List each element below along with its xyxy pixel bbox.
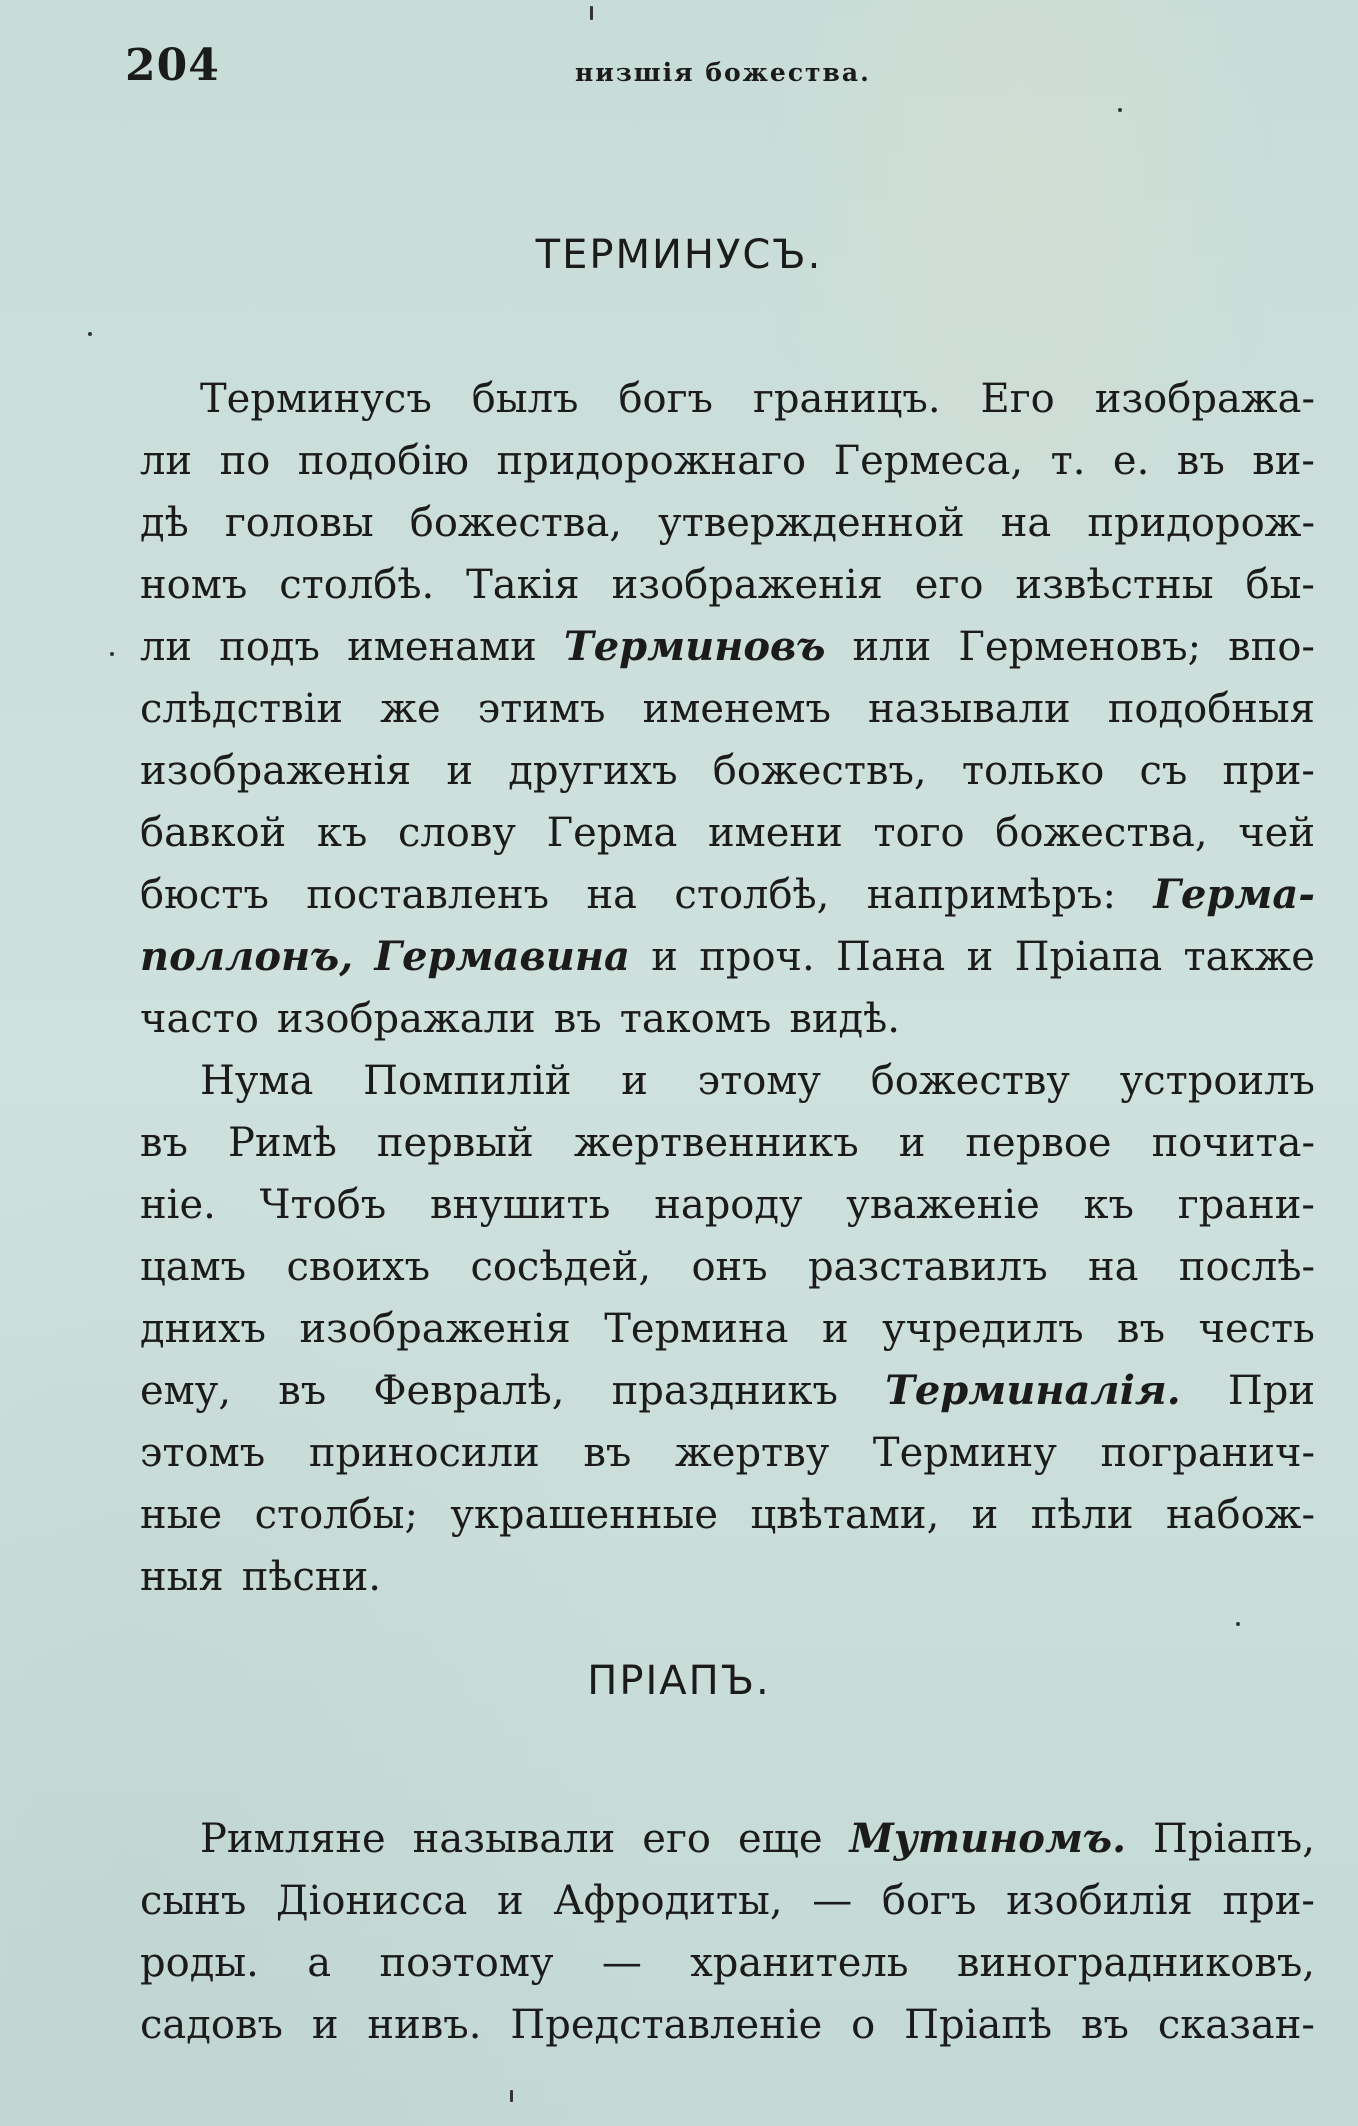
word: подобныя — [1107, 686, 1315, 732]
word: Помпилій — [363, 1058, 572, 1104]
word: слѣдствіи — [140, 686, 344, 732]
word: бавкой — [140, 810, 287, 856]
text-line — [140, 1546, 1315, 1608]
print-speck — [590, 6, 593, 20]
word: Гермеса, — [833, 438, 1024, 484]
word: на — [586, 872, 638, 918]
word: столбы; — [254, 1492, 418, 1538]
word: другихъ — [508, 748, 678, 794]
word: украшенные — [450, 1492, 719, 1538]
word: роды. — [140, 1940, 259, 1986]
word: извѣстны — [1015, 562, 1214, 608]
word: Пріапѣ — [904, 2002, 1053, 2048]
word: божествъ, — [712, 748, 927, 794]
word: набож- — [1165, 1492, 1315, 1538]
word: головы — [224, 500, 374, 546]
word: чей — [1238, 810, 1315, 856]
word: ли — [140, 438, 193, 484]
word: своихъ — [286, 1244, 431, 1290]
word: пѣли — [1030, 1492, 1134, 1538]
word: часто — [140, 996, 259, 1042]
text-line — [140, 492, 1315, 554]
word: въ — [553, 996, 602, 1042]
word: ли — [140, 624, 193, 670]
word: Термину — [872, 1430, 1057, 1476]
word: первое — [965, 1120, 1112, 1166]
text-line — [140, 1174, 1315, 1236]
word: Діонисса — [276, 1878, 468, 1924]
word: въ — [278, 1368, 327, 1414]
word: называли — [412, 1816, 616, 1862]
word: ныя — [140, 1554, 224, 1600]
word: Представленіе — [510, 2002, 823, 2048]
word: Пана — [836, 934, 946, 980]
word: утвержденной — [658, 500, 965, 546]
word: Пріапа — [1014, 934, 1163, 980]
word: изображенія — [140, 748, 412, 794]
word: честь — [1198, 1306, 1315, 1352]
text-line — [140, 864, 1315, 926]
word: въ — [1080, 2002, 1129, 2048]
word: Нума — [200, 1058, 314, 1104]
word: бюстъ — [140, 872, 269, 918]
word: его — [642, 1816, 711, 1862]
word: съ — [1139, 748, 1188, 794]
word: имени — [707, 810, 843, 856]
word: Римляне — [200, 1816, 386, 1862]
word: цамъ — [140, 1244, 247, 1290]
word: именами — [347, 624, 537, 670]
word: Терминовъ — [563, 623, 826, 670]
word: Терминусъ — [200, 376, 432, 422]
word: и — [311, 2002, 339, 2048]
word: дѣ — [140, 500, 189, 546]
word: въ — [140, 1120, 188, 1166]
word: о — [851, 2002, 876, 2048]
text-line — [140, 1808, 1315, 1870]
word: столбѣ. — [279, 562, 435, 608]
word: послѣ- — [1178, 1244, 1315, 1290]
word: при- — [1222, 748, 1315, 794]
word: именемъ — [642, 686, 831, 732]
word: этомъ — [140, 1430, 266, 1476]
word: днихъ — [140, 1306, 266, 1352]
text-line — [140, 678, 1315, 740]
word: поллонъ, — [140, 933, 354, 980]
word: цвѣтами, — [750, 1492, 940, 1538]
word: Герменовъ; — [958, 624, 1202, 670]
word: придорож- — [1087, 500, 1315, 546]
running-head — [125, 40, 1305, 100]
word: придорожнаго — [496, 438, 807, 484]
word: учредилъ — [882, 1306, 1084, 1352]
word: впо- — [1228, 624, 1315, 670]
text-line — [140, 1932, 1315, 1994]
text-line — [140, 802, 1315, 864]
word: изображенія — [611, 562, 883, 608]
word: поэтому — [379, 1940, 554, 1986]
word: того — [873, 810, 965, 856]
word: жертву — [674, 1430, 830, 1476]
word: напримѣръ: — [866, 872, 1116, 918]
word: также — [1183, 934, 1315, 980]
word: богъ — [618, 376, 714, 422]
word: этому — [697, 1058, 821, 1104]
paragraph-priapus — [140, 1808, 1315, 2056]
word: а — [307, 1940, 332, 1986]
word: — — [601, 1940, 642, 1986]
word: Пріапъ, — [1153, 1816, 1315, 1862]
word: Гермавина — [374, 933, 630, 980]
word: ви- — [1252, 438, 1315, 484]
word: ніе. — [140, 1182, 216, 1228]
word: виноградниковъ, — [956, 1940, 1315, 1986]
section-title-terminus: ТЕРМИНУСЪ. — [535, 232, 823, 278]
word: пѣсни. — [241, 1554, 381, 1600]
page-number: 204 — [125, 40, 220, 91]
word: бы- — [1245, 562, 1315, 608]
text-line — [140, 1298, 1315, 1360]
word: садовъ — [140, 2002, 283, 2048]
word: и — [971, 1492, 999, 1538]
word: Чтобъ — [259, 1182, 387, 1228]
word: Терминалія. — [885, 1367, 1181, 1414]
word: или — [852, 624, 932, 670]
word: въ — [1176, 438, 1225, 484]
word: называли — [868, 686, 1071, 732]
word: на — [1087, 1244, 1139, 1290]
word: нивъ. — [367, 2002, 482, 2048]
word: При — [1227, 1368, 1315, 1414]
print-speck — [1118, 108, 1122, 112]
word: — — [812, 1878, 853, 1924]
word: первый — [376, 1120, 534, 1166]
word: и — [821, 1306, 849, 1352]
word: Февралѣ, — [373, 1368, 565, 1414]
word: разставилъ — [807, 1244, 1048, 1290]
text-line — [140, 926, 1315, 988]
word: Термина — [604, 1306, 789, 1352]
word: на — [1000, 500, 1052, 546]
word: народу — [654, 1182, 803, 1228]
word: Такія — [466, 562, 580, 608]
word: въ — [1117, 1306, 1166, 1352]
word: еще — [738, 1816, 823, 1862]
word: божества, — [409, 500, 623, 546]
word: этимъ — [477, 686, 606, 732]
text-line — [140, 1236, 1315, 1298]
word: Герма — [546, 810, 678, 856]
word: изобража- — [1094, 376, 1315, 422]
text-line — [140, 1112, 1315, 1174]
word: по — [219, 438, 271, 484]
text-line — [140, 1994, 1315, 2056]
text-line — [140, 1050, 1315, 1112]
print-speck — [510, 2090, 513, 2102]
word: грани- — [1177, 1182, 1315, 1228]
text-line — [140, 1422, 1315, 1484]
word: жертвенникъ — [573, 1120, 859, 1166]
word: видѣ. — [789, 996, 900, 1042]
word: ные — [140, 1492, 223, 1538]
word: и — [446, 748, 474, 794]
word: внушить — [429, 1182, 611, 1228]
word: погранич- — [1100, 1430, 1315, 1476]
word: Афродиты, — [553, 1878, 783, 1924]
text-line — [140, 368, 1315, 430]
word: е. — [1112, 438, 1150, 484]
word: сынъ — [140, 1878, 247, 1924]
word: и — [621, 1058, 648, 1104]
word: проч. — [699, 934, 815, 980]
text-line — [140, 988, 1315, 1050]
word: устроилъ — [1119, 1058, 1315, 1104]
word: Мутиномъ. — [849, 1815, 1127, 1862]
print-speck — [1236, 1622, 1240, 1626]
text-line — [140, 554, 1315, 616]
word: былъ — [471, 376, 579, 422]
word: хранитель — [690, 1940, 909, 1986]
text-line — [140, 430, 1315, 492]
word: и — [651, 934, 678, 980]
word: сказан- — [1157, 2002, 1315, 2048]
word: такомъ — [619, 996, 772, 1042]
word: и — [497, 1878, 524, 1924]
word: божества, — [995, 810, 1208, 856]
word: Его — [980, 376, 1055, 422]
word: столбѣ, — [674, 872, 830, 918]
text-line — [140, 1360, 1315, 1422]
word: ему, — [140, 1368, 232, 1414]
word: при- — [1222, 1878, 1315, 1924]
word: почита- — [1151, 1120, 1315, 1166]
paragraph-terminus-1 — [140, 368, 1315, 1050]
paragraph-terminus-2 — [140, 1050, 1315, 1608]
word: Римѣ — [228, 1120, 337, 1166]
word: только — [961, 748, 1105, 794]
text-line — [140, 1870, 1315, 1932]
print-speck — [110, 652, 114, 656]
word: слову — [397, 810, 516, 856]
word: изобилія — [1006, 1878, 1193, 1924]
word: богъ — [881, 1878, 977, 1924]
word: онъ — [691, 1244, 768, 1290]
word: Герма- — [1153, 871, 1315, 918]
print-speck — [88, 332, 92, 336]
word: подъ — [219, 624, 320, 670]
word: изображенія — [299, 1306, 571, 1352]
word: т. — [1050, 438, 1086, 484]
word: божеству — [870, 1058, 1070, 1104]
text-line — [140, 616, 1315, 678]
word: же — [380, 686, 441, 732]
section-title-priapus: ПРІАПЪ. — [587, 1658, 771, 1704]
text-line — [140, 1484, 1315, 1546]
word: въ — [583, 1430, 632, 1476]
word: и — [966, 934, 994, 980]
word: изображали — [276, 996, 536, 1042]
word: къ — [1083, 1182, 1134, 1228]
word: его — [914, 562, 984, 608]
word: праздникъ — [611, 1368, 838, 1414]
word: подобію — [297, 438, 469, 484]
word: номъ — [140, 562, 248, 608]
running-title: низшія божества. — [575, 58, 871, 87]
text-line — [140, 740, 1315, 802]
word: уваженіе — [846, 1182, 1040, 1228]
word: сосѣдей, — [470, 1244, 652, 1290]
word: къ — [316, 810, 368, 856]
word: границъ. — [752, 376, 941, 422]
word: поставленъ — [306, 872, 550, 918]
word: и — [898, 1120, 926, 1166]
word: приносили — [308, 1430, 540, 1476]
